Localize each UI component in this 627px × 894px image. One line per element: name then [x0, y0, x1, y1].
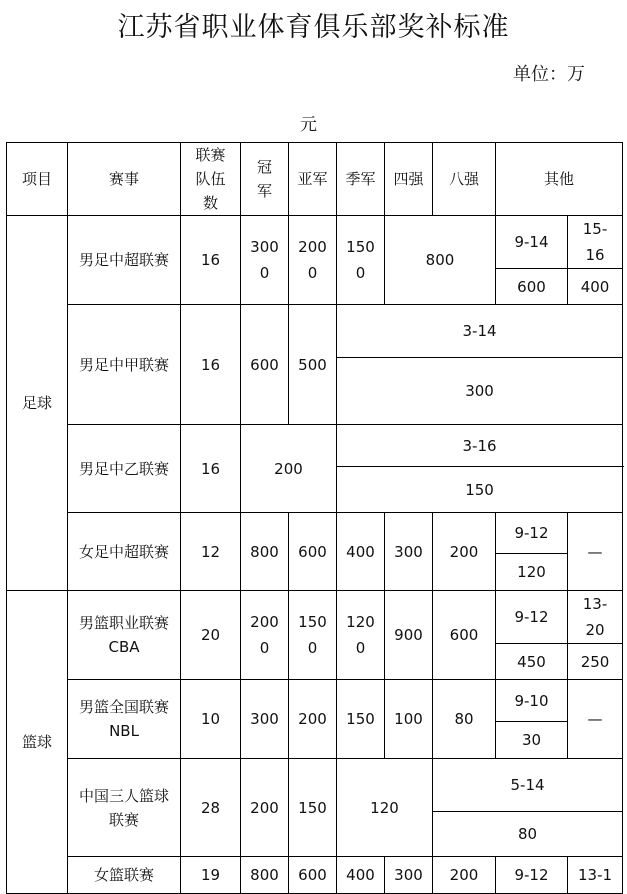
top8-value: 200 [433, 513, 496, 591]
third-value: 400 [337, 513, 385, 591]
table-row [7, 680, 623, 722]
event-name: 男足中乙联赛 [68, 425, 181, 513]
table-row [7, 216, 623, 269]
header-top4: 四强 [385, 143, 433, 216]
event-name: 女篮联赛 [68, 857, 181, 894]
event-name: 男篮职业联赛CBA [68, 591, 181, 680]
table-row [7, 759, 623, 812]
runner-up-value: 2000 [289, 216, 337, 305]
header-teams: 联赛队伍数 [181, 143, 241, 216]
team-count: 16 [181, 216, 241, 305]
top8-value: 80 [433, 680, 496, 759]
champion-value: 200 [241, 759, 289, 857]
other-range-value: 80 [433, 812, 623, 857]
third-value: 150 [337, 680, 385, 759]
other-range-value: 300 [337, 358, 623, 425]
header-other: 其他 [496, 143, 623, 216]
other-range-value: 400 [568, 269, 623, 305]
sport-football: 足球 [7, 216, 68, 591]
top4-value: 300 [385, 857, 433, 894]
header-runner-up: 亚军 [289, 143, 337, 216]
header-third: 季军 [337, 143, 385, 216]
team-count: 16 [181, 425, 241, 513]
other-range-label: 9-14 [496, 216, 568, 269]
header-project: 项目 [7, 143, 68, 216]
team-count: 16 [181, 305, 241, 425]
subsidy-standards-table [6, 142, 623, 894]
third-value: 400 [337, 857, 385, 894]
champion-value: 800 [241, 513, 289, 591]
champion-value: 800 [241, 857, 289, 894]
runner-up-value: 150 [289, 759, 337, 857]
document-title: 江苏省职业体育俱乐部奖补标准 [117, 12, 510, 43]
header-top8: 八强 [433, 143, 496, 216]
event-name: 男足中超联赛 [68, 216, 181, 305]
other-range-label: 9-12 [496, 857, 568, 894]
team-count: 20 [181, 591, 241, 680]
other-range-label: 9-12 [496, 513, 568, 554]
other-range-value: 30 [496, 722, 568, 759]
champion-value: 3000 [241, 216, 289, 305]
other-dash: — [568, 680, 623, 759]
table-row [7, 513, 623, 554]
team-count: 10 [181, 680, 241, 759]
champion-value: 2000 [241, 591, 289, 680]
event-name: 男篮全国联赛NBL [68, 680, 181, 759]
other-range-label: 15-16 [568, 216, 623, 269]
other-dash: — [568, 513, 623, 591]
other-range-label: 5-14 [433, 759, 623, 812]
third-value: 1200 [337, 591, 385, 680]
third-value: 1500 [337, 216, 385, 305]
event-name: 女足中超联赛 [68, 513, 181, 591]
header-event: 赛事 [68, 143, 181, 216]
runner-up-value: 200 [289, 680, 337, 759]
runner-up-value: 500 [289, 305, 337, 425]
table-row [7, 305, 623, 358]
table-row [7, 425, 623, 467]
top8-value: 600 [433, 591, 496, 680]
runner-up-value: 600 [289, 513, 337, 591]
top8-value: 200 [433, 857, 496, 894]
event-name: 男足中甲联赛 [68, 305, 181, 425]
top4-value: 900 [385, 591, 433, 680]
table-row [7, 591, 623, 644]
third-top4-value: 120 [337, 759, 433, 857]
other-range-label: 13-20 [568, 591, 623, 644]
top2-value: 200 [241, 425, 337, 513]
other-range-label: 3-16 [337, 425, 623, 467]
other-range-value: 450 [496, 644, 568, 680]
other-range-value: 120 [496, 554, 568, 591]
top4-value: 300 [385, 513, 433, 591]
other-range-label: 13-1 [568, 857, 623, 894]
other-range-label: 9-12 [496, 591, 568, 644]
other-range-value: 250 [568, 644, 623, 680]
team-count: 12 [181, 513, 241, 591]
top4-top8-value: 800 [385, 216, 496, 305]
other-range-value: 600 [496, 269, 568, 305]
unit-label: 单位：万 [513, 64, 585, 85]
champion-value: 600 [241, 305, 289, 425]
runner-up-value: 1500 [289, 591, 337, 680]
event-name: 中国三人篮球联赛 [68, 759, 181, 857]
champion-value: 300 [241, 680, 289, 759]
top4-value: 100 [385, 680, 433, 759]
table-row [7, 857, 623, 894]
other-range-label: 9-10 [496, 680, 568, 722]
sport-basketball: 篮球 [7, 591, 68, 894]
unit-label-continuation: 元 [300, 115, 317, 135]
team-count: 19 [181, 857, 241, 894]
header-row [7, 143, 623, 216]
other-range-value: 150 [337, 467, 623, 513]
header-champion: 冠军 [241, 143, 289, 216]
runner-up-value: 600 [289, 857, 337, 894]
team-count: 28 [181, 759, 241, 857]
other-range-label: 3-14 [337, 305, 623, 358]
